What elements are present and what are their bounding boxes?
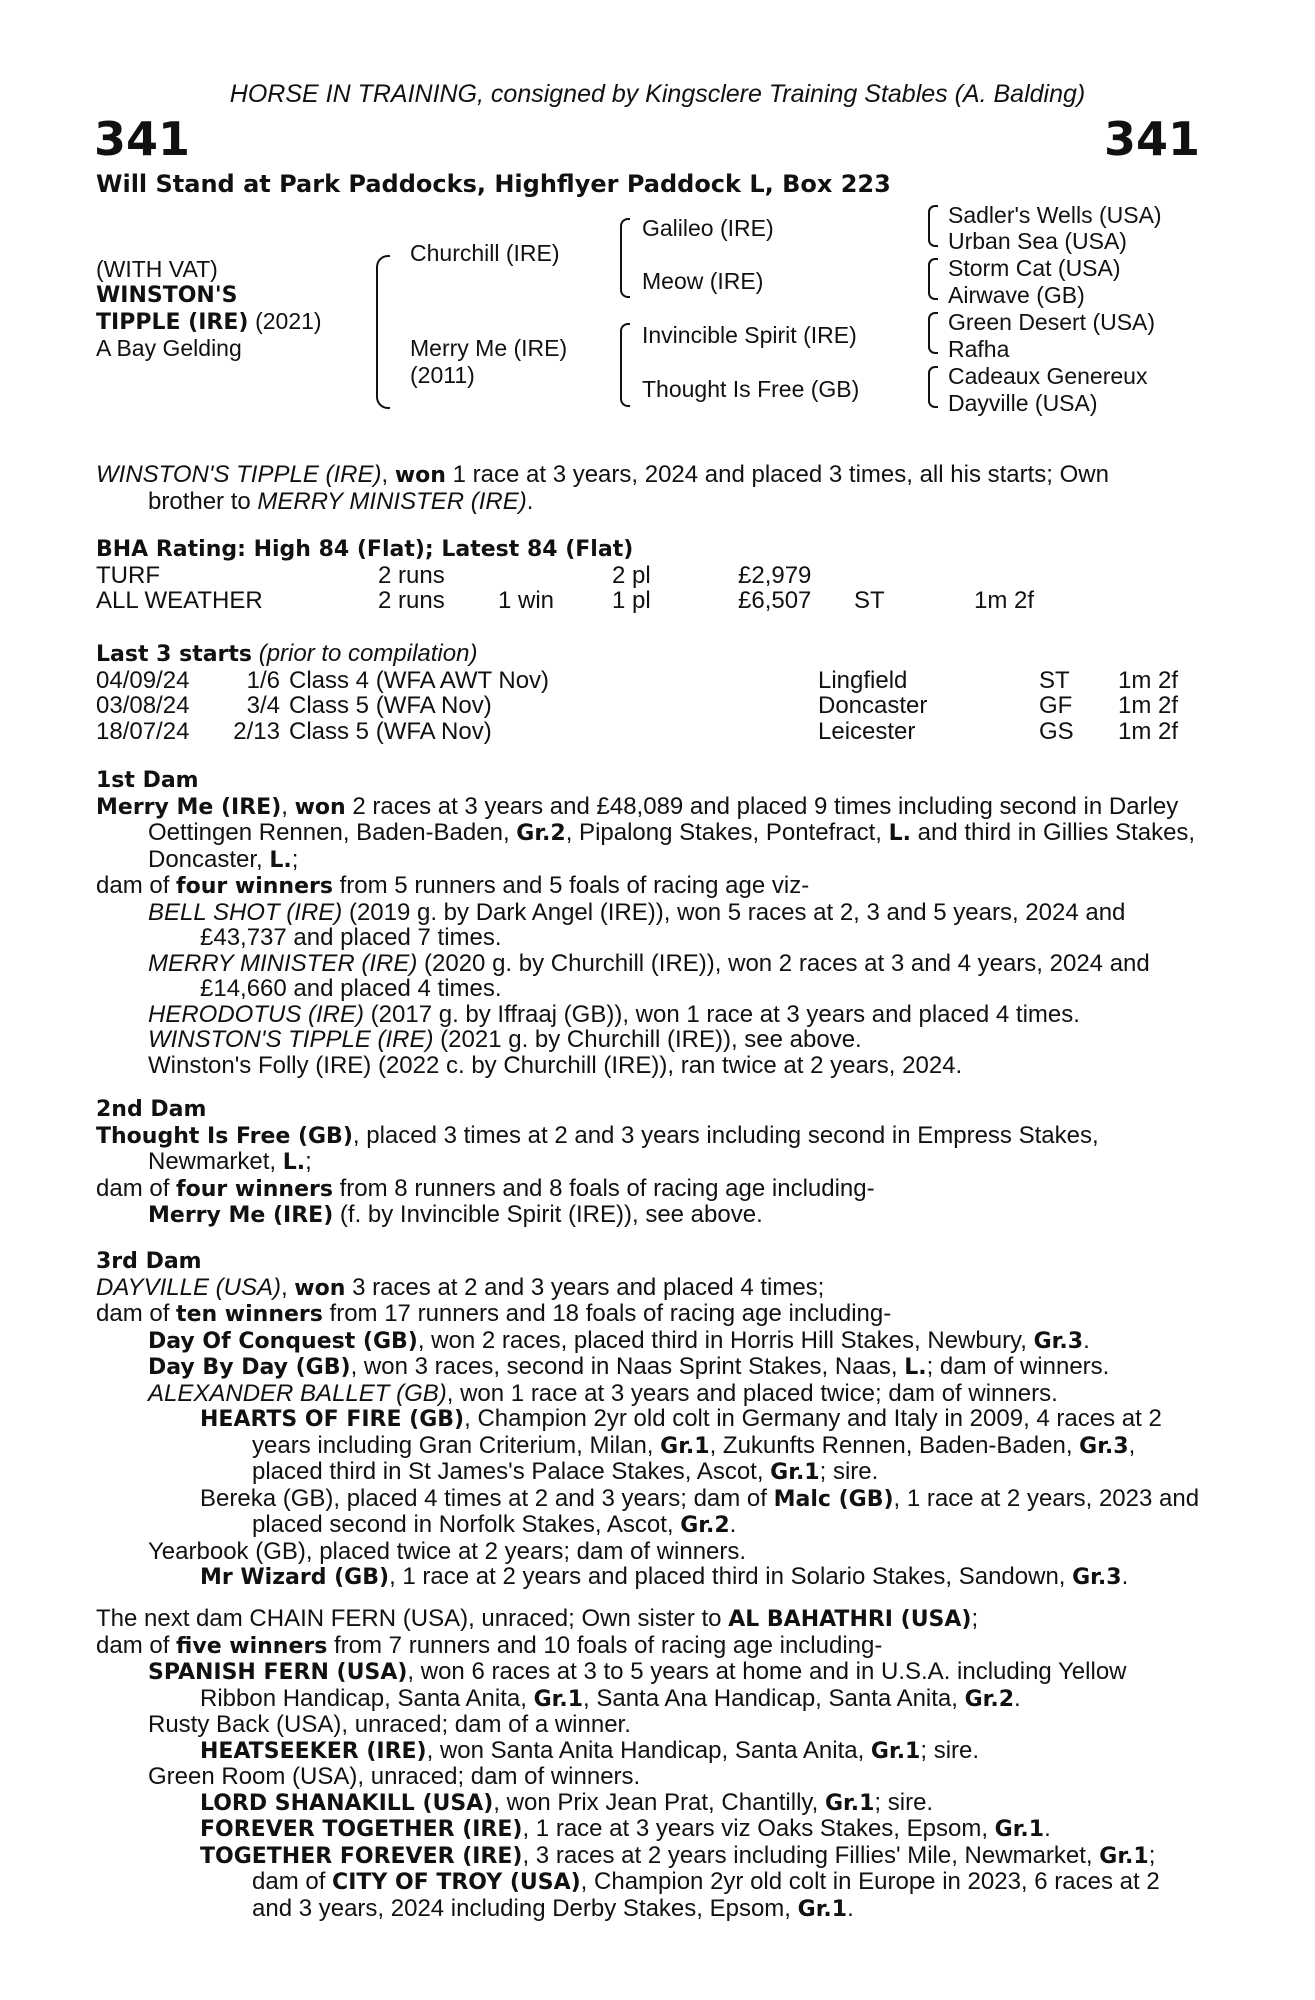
progeny-item: [148, 1202, 1206, 1229]
summary-line2: [148, 489, 1206, 515]
progeny-text: , 1 race at 2 years and placed third in Solario Stakes, Sandown,: [389, 1563, 1073, 1590]
record-text: The next dam CHAIN FERN (USA), unraced; Own sister to: [96, 1605, 729, 1632]
grade-label: Gr.2: [964, 1686, 1015, 1712]
progeny-text: ; dam of: [252, 1841, 1156, 1895]
horse-year: (2021): [255, 308, 322, 334]
race-summary: [96, 462, 1206, 514]
pedigree-gen2-1: Galileo (IRE): [642, 215, 774, 241]
start-position: 3/4: [246, 692, 280, 719]
progeny-name: Merry Me (IRE): [148, 1203, 334, 1228]
progeny-text: (f. by Invincible Spirit (IRE)), see above.: [333, 1201, 763, 1228]
progeny-text: Green Room (USA), unraced; dam of winners.: [148, 1763, 641, 1790]
produce-post: from 8 runners and 8 foals of racing age including-: [332, 1174, 875, 1202]
progeny-item: [200, 1564, 1206, 1591]
stable-location: Will Stand at Park Paddocks, Highflyer Paddock L, Box 223: [96, 170, 891, 198]
record-text: 2 races at 3 years and £48,089 and placed 9 times including second in Darley Oettingen Rennen, Baden-Baden,: [148, 792, 1179, 846]
record-text: ;: [305, 1148, 312, 1175]
produce-pre: dam of: [96, 1300, 177, 1327]
brace-gen2-bottom: [620, 323, 630, 407]
third-dam-record: [96, 1275, 1206, 1302]
progeny-text: , Zukunfts Rennen, Baden-Baden,: [709, 1431, 1080, 1459]
grade-label: Gr.1: [824, 1790, 875, 1816]
start-distance: 1m 2f: [1118, 692, 1179, 719]
grade-label: Gr.3: [1072, 1565, 1122, 1590]
start-date: 18/07/24: [96, 717, 190, 745]
rating-distance: 1m 2f: [974, 587, 1035, 614]
first-dam-name: Merry Me (IRE): [96, 794, 282, 820]
produce-winners: four winners: [176, 1176, 333, 1202]
summary-text: 1 race at 3 years, 2024 and placed 3 times, all his starts; Own: [445, 461, 1109, 488]
produce-winners: ten winners: [176, 1302, 323, 1327]
progeny-text: , Santa Ana Handicap, Santa Anita,: [583, 1684, 965, 1712]
start-going: GF: [1039, 692, 1073, 719]
grade-label: Gr.2: [516, 821, 566, 846]
third-dam-won: won: [294, 1275, 346, 1301]
progeny-text: , placed third in St James's Palace Stakes, Ascot,: [252, 1431, 1136, 1485]
next-dam-produce: [96, 1633, 1206, 1660]
grade-label: L.: [888, 821, 911, 846]
produce-pre: dam of: [96, 872, 177, 899]
progeny-name: WINSTON'S TIPPLE (IRE): [148, 1026, 434, 1053]
next-dam-section: [96, 1606, 1206, 1922]
pedigree-gen3-4: Airwave (GB): [948, 282, 1085, 308]
second-dam-section: [96, 1097, 1206, 1229]
start-row: [96, 693, 1206, 719]
produce-post: from 7 runners and 10 foals of racing age including-: [327, 1631, 883, 1659]
rating-surface: ALL WEATHER: [96, 587, 263, 614]
vat-label: (WITH VAT): [96, 256, 218, 282]
progeny-item: [148, 1381, 1206, 1407]
rating-row: [96, 563, 1206, 589]
produce-pre: dam of: [96, 1631, 177, 1659]
progeny-item: [200, 1816, 1206, 1843]
grade-label: Gr.1: [533, 1686, 583, 1712]
start-position: 1/6: [246, 666, 280, 694]
grade-label: Gr.1: [994, 1817, 1045, 1842]
last-starts-subtitle: (prior to compilation): [258, 640, 478, 667]
start-course: Lingfield: [818, 666, 908, 694]
lot-number-left: 341: [94, 112, 191, 166]
grade-label: Gr.1: [797, 1896, 848, 1922]
first-dam-heading: 1st Dam: [96, 768, 199, 793]
progeny-item: [148, 1712, 1206, 1738]
second-dam-name: Thought Is Free (GB): [96, 1123, 353, 1149]
rating-row: [96, 588, 1206, 614]
start-going: ST: [1039, 666, 1070, 694]
progeny-item: [148, 1764, 1206, 1790]
progeny-text: , 1 race at 3 years viz Oaks Stakes, Epsom,: [522, 1815, 995, 1842]
summary-brother-end: .: [526, 487, 534, 515]
progeny-text: (2021 g. by Churchill (IRE)), see above.: [433, 1026, 862, 1053]
record-text: , placed 3 times at 2 and 3 years including second in Empress Stakes, Newmarket,: [148, 1121, 1099, 1175]
progeny-name: Day By Day (GB): [148, 1355, 351, 1380]
start-course: Leicester: [818, 717, 916, 745]
lot-number-right: 341: [1103, 112, 1200, 166]
progeny-name: HEATSEEKER (IRE): [200, 1738, 427, 1764]
progeny-text: , won Santa Anita Handicap, Santa Anita,: [426, 1736, 871, 1764]
pedigree-gen2-2: Meow (IRE): [642, 268, 764, 294]
second-dam-heading: 2nd Dam: [96, 1097, 207, 1122]
summary-won: won: [394, 463, 446, 488]
brace-gen3-2: [928, 258, 938, 300]
horse-name-line2: TIPPLE (IRE): [96, 310, 249, 335]
start-row: [96, 668, 1206, 694]
progeny-text: .: [729, 1511, 737, 1538]
progeny-name: Day Of Conquest (GB): [148, 1328, 418, 1354]
brace-gen1: [376, 255, 390, 409]
progeny-item: [148, 1002, 1206, 1028]
record-text: 3 races at 2 and 3 years and placed 4 times;: [345, 1273, 825, 1301]
produce-winners: five winners: [176, 1633, 328, 1659]
progeny-name: TOGETHER FOREVER (IRE): [200, 1843, 523, 1869]
pedigree-gen3-6: Rafha: [948, 336, 1010, 362]
brace-gen2-top: [620, 218, 630, 298]
brace-gen3-1: [928, 205, 938, 247]
progeny-text: .: [1044, 1815, 1051, 1842]
rating-section: [96, 537, 1206, 614]
rating-going: ST: [854, 587, 885, 614]
progeny-text: (2017 g. by Iffraaj (GB)), won 1 race at 3 years and placed 4 times.: [364, 1000, 1080, 1028]
brace-gen3-4: [928, 366, 938, 408]
next-dam-record: [96, 1606, 1206, 1633]
progeny-item: [200, 1406, 1206, 1486]
summary-brother-pre: brother to: [148, 487, 258, 515]
pedigree-gen3-3: Storm Cat (USA): [948, 255, 1121, 281]
progeny-text: , won 2 races, placed third in Horris Hill Stakes, Newbury,: [417, 1326, 1034, 1354]
first-dam-record: Merry Me (IRE), won 2 races at 3 years and £48,089 and placed 9 times including second in Darley Oettingen Rennen, Baden-Baden, Gr.2, Pipalong Stakes, Pontefract, L. and third in Gillies Stakes, Doncaster, L.;: [96, 792, 1196, 873]
last-starts-heading: [96, 641, 1206, 668]
start-course: Doncaster: [818, 692, 928, 719]
third-dam-section: [96, 1249, 1206, 1591]
grade-label: Gr.1: [1099, 1843, 1149, 1869]
progeny-item: Winston's Folly (IRE) (2022 c. by Churchill (IRE)), ran twice at 2 years, 2024.: [148, 1051, 963, 1079]
progeny-text: , won 6 races at 3 to 5 years at home and in U.S.A. including Yellow Ribbon Handicap, Santa Anita,: [200, 1658, 1127, 1712]
rating-placed: 1 pl: [612, 587, 651, 614]
horse-name-line2-wrap: [96, 309, 322, 336]
bha-rating-title: BHA Rating: High 84 (Flat); Latest 84 (Flat): [96, 537, 634, 562]
rating-earnings: £6,507: [738, 587, 812, 614]
progeny-text: ; dam of winners.: [926, 1353, 1110, 1380]
third-dam-produce: [96, 1301, 1206, 1328]
progeny-item: [148, 1328, 1206, 1355]
progeny-item: [200, 1790, 1206, 1817]
start-race: Class 4 (WFA AWT Nov): [289, 666, 550, 694]
progeny-text: , Champion 2yr old colt in Germany and Italy in 2009, 4 races at 2 years including Gran Criterium, Milan,: [252, 1405, 1162, 1459]
progeny-name: SPANISH FERN (USA): [148, 1660, 408, 1685]
pedigree-gen3-5: Green Desert (USA): [948, 309, 1156, 335]
progeny-text: , 3 races at 2 years including Fillies' Mile, Newmarket,: [522, 1841, 1100, 1869]
progeny-name: MERRY MINISTER (IRE): [148, 949, 418, 977]
progeny-name: HEARTS OF FIRE (GB): [200, 1407, 465, 1432]
progeny-text: .: [1083, 1326, 1090, 1354]
progeny-text: Bereka (GB), placed 4 times at 2 and 3 years; dam of: [200, 1484, 774, 1512]
progeny-text: .: [1121, 1563, 1129, 1590]
progeny-name: BELL SHOT (IRE): [148, 898, 343, 926]
progeny-name: Malc (GB): [773, 1486, 894, 1512]
record-text: ;: [971, 1605, 979, 1632]
pedigree-gen3-1: Sadler's Wells (USA): [948, 202, 1162, 228]
produce-post: from 5 runners and 5 foals of racing age viz-: [332, 872, 810, 899]
progeny-text: ; sire.: [874, 1788, 934, 1816]
start-date: 03/08/24: [96, 692, 190, 719]
progeny-text: (2020 g. by Churchill (IRE)), won 2 races at 3 and 4 years, 2024 and £14,660 and placed 4 times.: [200, 949, 1150, 1002]
horse-name-line1: WINSTON'S: [96, 283, 238, 308]
progeny-item: [148, 1539, 1206, 1565]
start-position: 2/13: [233, 717, 280, 745]
pedigree-gen2-4: Thought Is Free (GB): [642, 376, 860, 402]
grade-label: Gr.1: [660, 1433, 710, 1459]
last-starts-title: Last 3 starts: [96, 642, 253, 667]
progeny-name: LORD SHANAKILL (USA): [200, 1790, 494, 1816]
produce-pre: dam of: [96, 1174, 177, 1202]
grade-label: Gr.3: [1079, 1433, 1129, 1459]
progeny-text: Rusty Back (USA), unraced; dam of a winner.: [148, 1711, 631, 1738]
progeny-item: [148, 1027, 1206, 1053]
horse-description: A Bay Gelding: [96, 335, 242, 361]
start-distance: 1m 2f: [1118, 717, 1179, 745]
dam-year: (2011): [410, 362, 475, 388]
first-dam-produce: [96, 873, 1206, 900]
rating-earnings: £2,979: [738, 561, 812, 589]
second-dam-record: [96, 1123, 1206, 1176]
third-dam-name: DAYVILLE (USA): [96, 1273, 281, 1301]
pedigree-gen2-3: Invincible Spirit (IRE): [642, 322, 857, 348]
progeny-text: ; sire.: [920, 1736, 980, 1764]
grade-label: Gr.1: [870, 1738, 921, 1764]
progeny-name: FOREVER TOGETHER (IRE): [200, 1817, 523, 1842]
progeny-item: [200, 1486, 1206, 1539]
rating-surface: TURF: [96, 561, 160, 589]
progeny-name: Mr Wizard (GB): [200, 1565, 390, 1590]
pedigree-gen3-2: Urban Sea (USA): [948, 228, 1127, 254]
progeny-name: HERODOTUS (IRE): [148, 1000, 364, 1028]
record-text: ;: [291, 845, 299, 873]
start-row: [96, 719, 1206, 745]
start-race: Class 5 (WFA Nov): [289, 692, 492, 719]
produce-winners: four winners: [176, 874, 333, 899]
last-starts-section: [96, 641, 1206, 744]
produce-post: from 17 runners and 18 foals of racing age including-: [322, 1300, 892, 1327]
progeny-item: [148, 900, 1206, 951]
start-distance: 1m 2f: [1118, 666, 1179, 694]
progeny-text: , won 1 race at 3 years and placed twice; dam of winners.: [446, 1379, 1058, 1407]
progeny-text: Yearbook (GB), placed twice at 2 years; dam of winners.: [148, 1537, 747, 1565]
rating-wins: 1 win: [498, 587, 555, 614]
dam-name: Merry Me (IRE): [410, 335, 568, 361]
start-date: 04/09/24: [96, 666, 190, 694]
progeny-text: , won 3 races, second in Naas Sprint Stakes, Naas,: [350, 1353, 905, 1380]
progeny-text: , 1 race at 2 years, 2023 and placed second in Norfolk Stakes, Ascot,: [252, 1484, 1200, 1538]
progeny-text: (2019 g. by Dark Angel (IRE)), won 5 races at 2, 3 and 5 years, 2024 and £43,737 and placed 7 times.: [200, 898, 1126, 951]
progeny-text: , Champion 2yr old colt in Europe in 2023, 6 races at 2 and 3 years, 2024 including Derby Stakes, Epsom,: [252, 1868, 1160, 1922]
record-text: , Pipalong Stakes, Pontefract,: [565, 819, 889, 846]
progeny-text: .: [847, 1894, 854, 1922]
grade-label: Gr.2: [680, 1513, 730, 1538]
brace-gen3-3: [928, 312, 938, 354]
progeny-name: ALEXANDER BALLET (GB): [148, 1379, 447, 1407]
progeny-text: , won Prix Jean Prat, Chantilly,: [493, 1788, 825, 1816]
grade-label: Gr.3: [1033, 1328, 1084, 1354]
progeny-text: ; sire.: [819, 1458, 879, 1485]
grade-label: L.: [904, 1355, 927, 1380]
summary-horse-name: WINSTON'S TIPPLE (IRE): [96, 461, 382, 488]
progeny-item: [148, 1659, 1206, 1712]
first-dam-won: won: [294, 794, 346, 820]
summary-line1: WINSTON'S TIPPLE (IRE), won 1 race at 3 years, 2024 and placed 3 times, all his starts; Own: [96, 461, 1109, 488]
first-dam-section: [96, 768, 1206, 1078]
pedigree-gen3-7: Cadeaux Genereux: [948, 363, 1148, 389]
rating-placed: 2 pl: [612, 561, 651, 589]
start-race: Class 5 (WFA Nov): [289, 717, 492, 745]
progeny-text: .: [1014, 1684, 1021, 1712]
record-text: and third in Gillies Stakes, Doncaster,: [148, 819, 1196, 873]
start-going: GS: [1039, 717, 1074, 745]
progeny-item: [148, 1354, 1206, 1381]
progeny-item: [200, 1738, 1206, 1765]
second-dam-produce: [96, 1176, 1206, 1203]
pedigree-gen3-8: Dayville (USA): [948, 390, 1098, 416]
grade-label: L.: [282, 1150, 306, 1175]
next-dam-sister: AL BAHATHRI (USA): [728, 1607, 972, 1632]
grade-label: L.: [269, 847, 292, 873]
progeny-name: CITY OF TROY (USA): [332, 1870, 581, 1895]
summary-brother-name: MERRY MINISTER (IRE): [257, 487, 527, 515]
page-header: HORSE IN TRAINING, consigned by Kingsclere Training Stables (A. Balding): [229, 80, 1086, 108]
rating-runs: 2 runs: [378, 587, 445, 614]
record-separator: ,: [280, 1273, 295, 1301]
grade-label: Gr.1: [770, 1460, 820, 1485]
sire-name: Churchill (IRE): [410, 240, 560, 266]
progeny-item: [200, 1843, 1206, 1923]
third-dam-heading: 3rd Dam: [96, 1249, 202, 1274]
rating-runs: 2 runs: [378, 561, 445, 589]
progeny-item: [148, 951, 1206, 1002]
